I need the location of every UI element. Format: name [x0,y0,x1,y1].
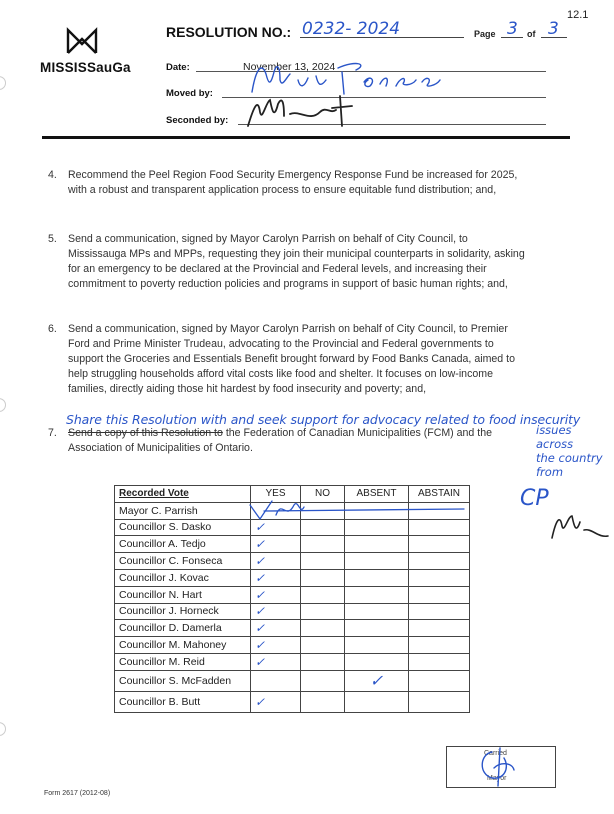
yes-cell [251,670,301,691]
member-name: Councillor N. Hart [115,586,251,603]
no-cell [301,637,345,654]
date-value: November 13, 2024 [243,61,336,73]
margin-initials: CP [520,486,549,511]
abstain-cell [409,553,470,570]
seconded-by-signature [240,92,370,132]
margin-signature [548,508,610,546]
margin-note-line: across [536,437,574,451]
item-number: 6. [48,323,57,335]
no-cell [301,691,345,712]
table-row [115,553,470,570]
table-row [115,691,470,712]
header-abstain: ABSTAIN [409,486,470,503]
absent-cell [345,536,409,553]
punch-hole [0,76,6,90]
abstain-cell [409,586,470,603]
yes-cell: ✓ [251,586,301,603]
yes-cell: ✓ [251,553,301,570]
no-cell [301,553,345,570]
page-total: 3 [548,19,559,39]
resolution-number: 0232- 2024 [302,19,401,39]
absent-cell: ✓ [345,670,409,691]
absent-cell [345,620,409,637]
abstain-cell [409,637,470,654]
yes-cell: ✓ [251,620,301,637]
no-cell [301,586,345,603]
item-text [68,426,528,456]
header-yes: YES [251,486,301,503]
yes-cell: ✓ [251,637,301,654]
org-name: MISSISSauGa [40,60,131,75]
absent-cell [345,519,409,536]
absent-cell [345,637,409,654]
resolution-label: RESOLUTION NO.: [166,24,292,40]
header-absent: ABSENT [345,486,409,503]
member-name: Councillor J. Kovac [115,569,251,586]
abstain-cell [409,603,470,620]
handwritten-amendment: Share this Resolution with and seek support for advocacy related to food insecurity [66,412,581,427]
member-name: Councillor S. Dasko [115,519,251,536]
item-text-rest: the Federation of Canadian Municipalities (FCM) and the [222,427,492,439]
item-text: Recommend the Peel Region Food Security Emergency Response Fund be increased for 2025, with a robust and transparent application process to ensure equitable fund distribution; and, [68,169,518,196]
member-name: Councillor D. Damerla [115,620,251,637]
stamp-carried-text: Carried [484,750,507,757]
header-no: NO [301,486,345,503]
recorded-vote-table [114,485,470,713]
table-row [115,569,470,586]
abstain-cell [409,620,470,637]
member-name: Councillor M. Mahoney [115,637,251,654]
no-cell [301,670,345,691]
item-text: Send a communication, signed by Mayor Carolyn Parrish on behalf of City Council, to Premier Ford and Prime Minister Trudeau, advocating to the Provincial and Federal governments to support the Groceries and Essentials Benefit brought forward by Food Banks Canada, aimed to help struggling households afford vital costs like food and shelter. It focuses on low-income families, directly aiding those hit hardest by food insecurity and poverty; and, [68,323,515,395]
abstain-cell [409,502,470,519]
seconded-by-label: Seconded by: [166,115,229,126]
member-name: Councillor C. Fonseca [115,553,251,570]
member-name: Councillor S. McFadden [115,670,251,691]
absent-cell [345,653,409,670]
table-row [115,519,470,536]
member-name: Councillor A. Tedjo [115,536,251,553]
no-cell [301,502,345,519]
table-row [115,536,470,553]
table-header-row [115,486,470,503]
table-row [115,586,470,603]
struck-text: Send a copy of this Resolution to [68,427,223,439]
table-row [115,653,470,670]
abstain-cell [409,653,470,670]
margin-note [536,423,603,479]
mississauga-logo-icon [52,26,112,56]
abstain-cell [409,670,470,691]
abstain-cell [409,519,470,536]
yes-cell: ✓ [251,653,301,670]
yes-cell: ✓ [251,691,301,712]
item-text-line2: Association of Municipalities of Ontario. [68,442,253,454]
absent-cell [345,691,409,712]
no-cell [301,536,345,553]
abstain-cell [409,569,470,586]
yes-cell: ✓ [251,603,301,620]
page-label: Page [474,29,496,39]
stamp-mayor-text: Mayor [487,775,507,782]
item-number: 4. [48,169,57,181]
date-label: Date: [166,62,190,73]
yes-cell: ✓ [251,569,301,586]
abstain-cell [409,691,470,712]
yes-cell: ✓ [251,519,301,536]
margin-note-line: from [536,465,564,479]
punch-hole [0,398,6,412]
member-name: Councillor M. Reid [115,653,251,670]
item-number: 5. [48,233,57,245]
absent-cell [345,569,409,586]
form-id: Form 2617 (2012-08) [44,790,111,797]
no-cell [301,519,345,536]
table-row [115,637,470,654]
stamp-signature [470,744,530,788]
member-name: Councillor B. Butt [115,691,251,712]
member-name: Councillor J. Horneck [115,603,251,620]
absent-cell [345,553,409,570]
moved-by-label: Moved by: [166,88,213,99]
page-number: 3 [507,19,518,39]
table-row [115,670,470,691]
table-row [115,502,470,519]
absent-cell [345,502,409,519]
punch-hole [0,722,6,736]
agenda-item-number: 12.1 [567,9,589,21]
absent-cell [345,586,409,603]
header-recorded-vote: Recorded Vote [115,486,251,503]
no-cell [301,653,345,670]
margin-note-line: the country [536,451,603,465]
table-row [115,620,470,637]
table-row [115,603,470,620]
of-label: of [527,29,536,39]
margin-note-line: issues [536,423,572,437]
no-cell [301,620,345,637]
abstain-cell [409,536,470,553]
member-name: Mayor C. Parrish [115,502,251,519]
item-number: 7. [48,427,57,439]
header-divider [42,136,570,139]
item-text: Send a communication, signed by Mayor Carolyn Parrish on behalf of City Council, to Mississauga MPs and MPPs, requesting they join their municipal counterparts in solidarity, asking for an emergency to be declared at the Provincial and Federal levels, and increasing their commitment to poverty reduction policies and programs in support of basic human rights; and, [68,233,525,290]
no-cell [301,603,345,620]
no-cell [301,569,345,586]
absent-cell [345,603,409,620]
yes-cell: ✓ [251,536,301,553]
yes-cell [251,502,301,519]
